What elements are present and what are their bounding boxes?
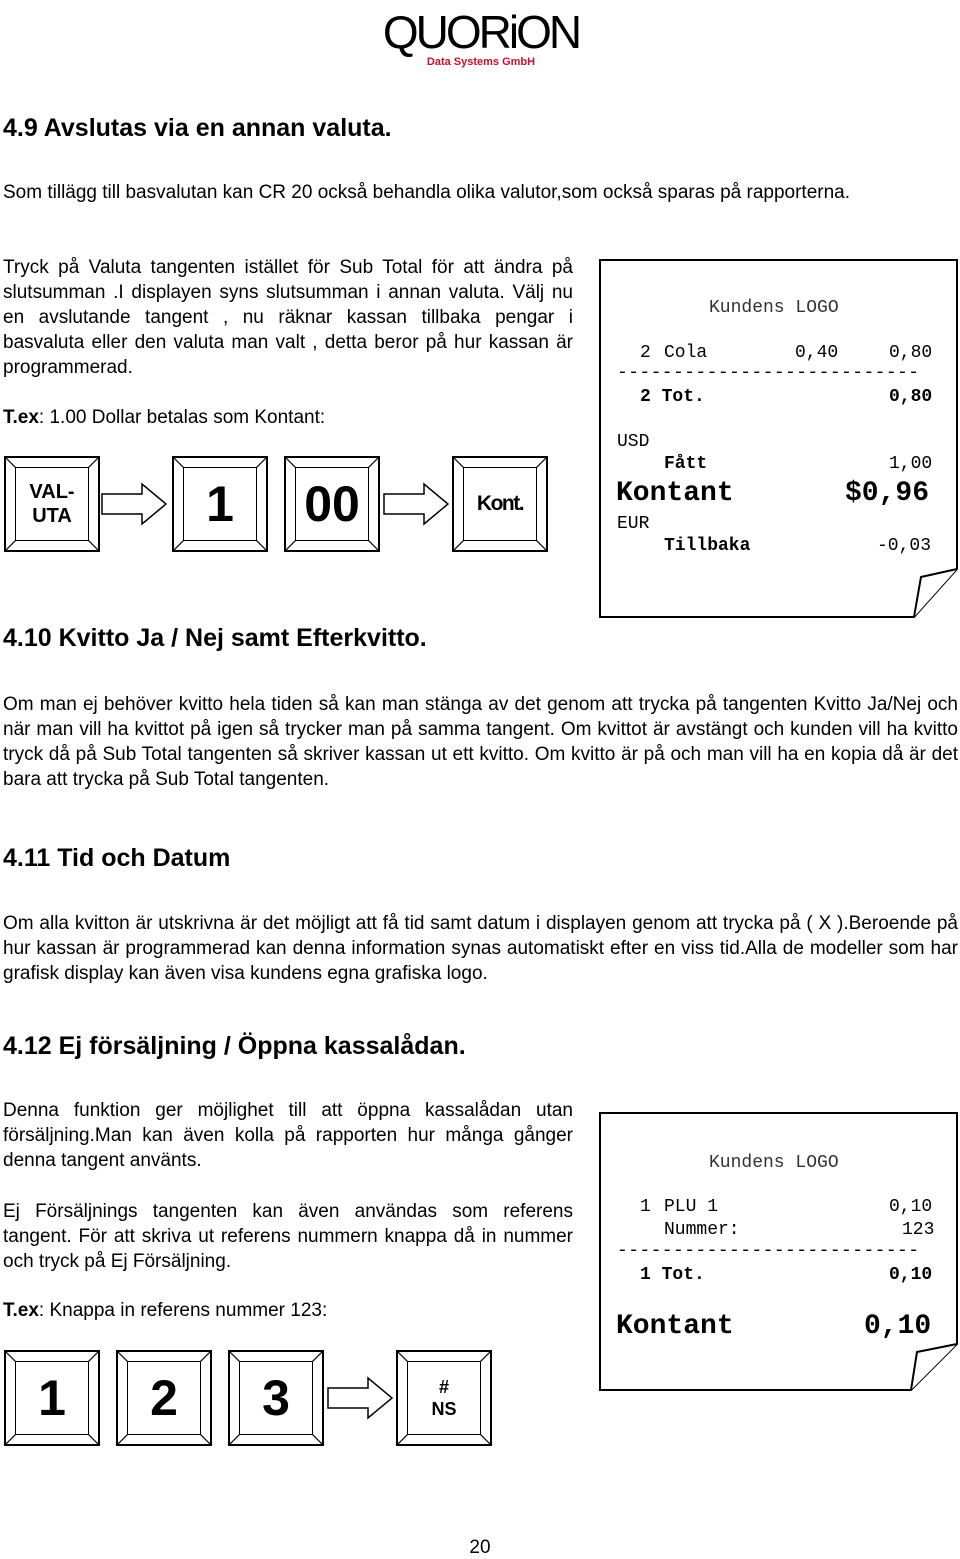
section-4-9-title: 4.9 Avslutas via en annan valuta. bbox=[3, 114, 392, 142]
example-text: : 1.00 Dollar betalas som Kontant: bbox=[38, 407, 326, 428]
section-4-11-body: Om alla kvitton är utskrivna är det möjligt att få tid samt datum i displayen genom att trycka på ( X ).Beroende på hur kassan är programmerad kan denna information synas automatiskt efter en viss tid.Alla de modeller som har grafisk display kan även visa kundens egna grafiska logo. bbox=[3, 913, 958, 984]
key-00-label: 00 bbox=[295, 467, 369, 541]
receipt-currency-from: USD bbox=[617, 432, 650, 452]
key-2-label: 2 bbox=[127, 1361, 201, 1435]
key-no-sale-label bbox=[407, 1361, 481, 1435]
arrow-right-icon bbox=[100, 482, 168, 526]
arrow-right-icon bbox=[382, 482, 450, 526]
receipt-total-label: 1 Tot. bbox=[640, 1265, 705, 1285]
section-4-10-title: 4.10 Kvitto Ja / Nej samt Efterkvitto. bbox=[3, 624, 427, 652]
section-4-12-example bbox=[3, 1298, 573, 1323]
receipt-item-unit: 0,40 bbox=[795, 343, 839, 363]
receipt-total-value: 0,10 bbox=[889, 1265, 933, 1285]
key-1-label: 1 bbox=[15, 1361, 89, 1435]
receipt-logo: Kundens LOGO bbox=[709, 1153, 839, 1173]
receipt-cash-value: 0,10 bbox=[864, 1311, 932, 1342]
receipt-currency-to: EUR bbox=[617, 514, 650, 534]
example-text: : Knappa in referens nummer 123: bbox=[38, 1300, 328, 1321]
receipt-separator: --------------------------- bbox=[617, 363, 920, 383]
key-3-label: 3 bbox=[239, 1361, 313, 1435]
logo-subtitle: Data Systems GmbH bbox=[426, 56, 536, 68]
section-4-11-title: 4.11 Tid och Datum bbox=[3, 844, 231, 872]
key-valuta-label: VAL- UTA bbox=[15, 467, 89, 541]
receipt-item-name: PLU 1 bbox=[664, 1197, 719, 1217]
key-no-sale-bottom: NS bbox=[431, 1399, 457, 1419]
key-valuta[interactable] bbox=[4, 456, 100, 552]
receipt-cash-label: Kontant bbox=[616, 1311, 734, 1342]
receipt-separator: --------------------------- bbox=[617, 1241, 920, 1261]
receipt-item-qty: 2 bbox=[640, 343, 651, 363]
company-logo bbox=[366, 6, 596, 68]
section-4-9-intro: Som tillägg till basvalutan kan CR 20 också behandla olika valutor,som också sparas på rapporterna. bbox=[3, 182, 851, 203]
receipt-total-label: 2 Tot. bbox=[640, 387, 705, 407]
receipt-item-qty: 1 bbox=[640, 1197, 651, 1217]
section-4-9-example bbox=[3, 405, 573, 430]
section-4-10-body: Om man ej behöver kvitto hela tiden så kan man stänga av det genom att trycka på tangenten Kvitto Ja/Nej och när man vill ha kvittot på igen så trycker man på samma tangent. Om kvittot är avstängt och kunden vill ha kvitto tryck då på Sub Total tangenten så skriver kassan ut ett kvitto. Om kvitto är på och man vill ha en kopia då är det bara att trycka på Sub Total tangenten. bbox=[3, 694, 958, 790]
section-4-12-body1: Denna funktion ger möjlighet till att öppna kassalådan utan försäljning.Man kan även kolla på rapporten hur många gånger denna tangent använts. bbox=[3, 1100, 573, 1171]
key-no-sale[interactable] bbox=[396, 1350, 492, 1446]
receipt-change-label: Tillbaka bbox=[664, 536, 751, 556]
key-1[interactable] bbox=[172, 456, 268, 552]
key-kontant[interactable] bbox=[452, 456, 548, 552]
arrow-right-icon bbox=[326, 1376, 394, 1420]
receipt-received-label: Fått bbox=[664, 454, 708, 474]
receipt-change-value: -0,03 bbox=[877, 536, 932, 556]
key-no-sale-top: # bbox=[438, 1377, 449, 1397]
page-number: 20 bbox=[469, 1537, 491, 1558]
receipt-item-total: 0,10 bbox=[889, 1197, 933, 1217]
receipt-total-value: 0,80 bbox=[889, 387, 933, 407]
receipt-received-value: 1,00 bbox=[889, 454, 933, 474]
example-prefix: T.ex bbox=[3, 1300, 39, 1321]
example-prefix: T.ex bbox=[3, 407, 39, 428]
key-1[interactable] bbox=[4, 1350, 100, 1446]
section-4-9-body: Tryck på Valuta tangenten istället för Sub Total för att ändra på slutsumman .I displayen syns slutsumman i annan valuta. Välj nu en avslutande tangent , nu räknar kassan tillbaka pengar i basvaluta eller den valuta man valt , detta beror på hur kassan är programmerad. bbox=[3, 257, 573, 378]
key-1-label: 1 bbox=[183, 467, 257, 541]
section-4-12-title: 4.12 Ej försäljning / Öppna kassalådan. bbox=[3, 1032, 466, 1060]
key-2[interactable] bbox=[116, 1350, 212, 1446]
key-3[interactable] bbox=[228, 1350, 324, 1446]
receipt-cash-label: Kontant bbox=[616, 478, 734, 509]
key-00[interactable] bbox=[284, 456, 380, 552]
receipt-cash-value: $0,96 bbox=[845, 478, 930, 509]
section-4-12-body2: Ej Försäljnings tangenten kan även användas som referens tangent. För att skriva ut referens nummern knappa då in nummer och tryck på Ej Försäljning. bbox=[3, 1201, 573, 1272]
receipt-number-label: Nummer: bbox=[664, 1220, 740, 1240]
receipt-item-total: 0,80 bbox=[889, 343, 933, 363]
receipt-logo: Kundens LOGO bbox=[709, 298, 839, 318]
logo-text: QUORiON bbox=[382, 6, 580, 58]
receipt-item-name: Cola bbox=[664, 343, 708, 363]
key-kontant-label: Kont. bbox=[463, 467, 537, 541]
receipt-number-value: 123 bbox=[902, 1220, 935, 1240]
